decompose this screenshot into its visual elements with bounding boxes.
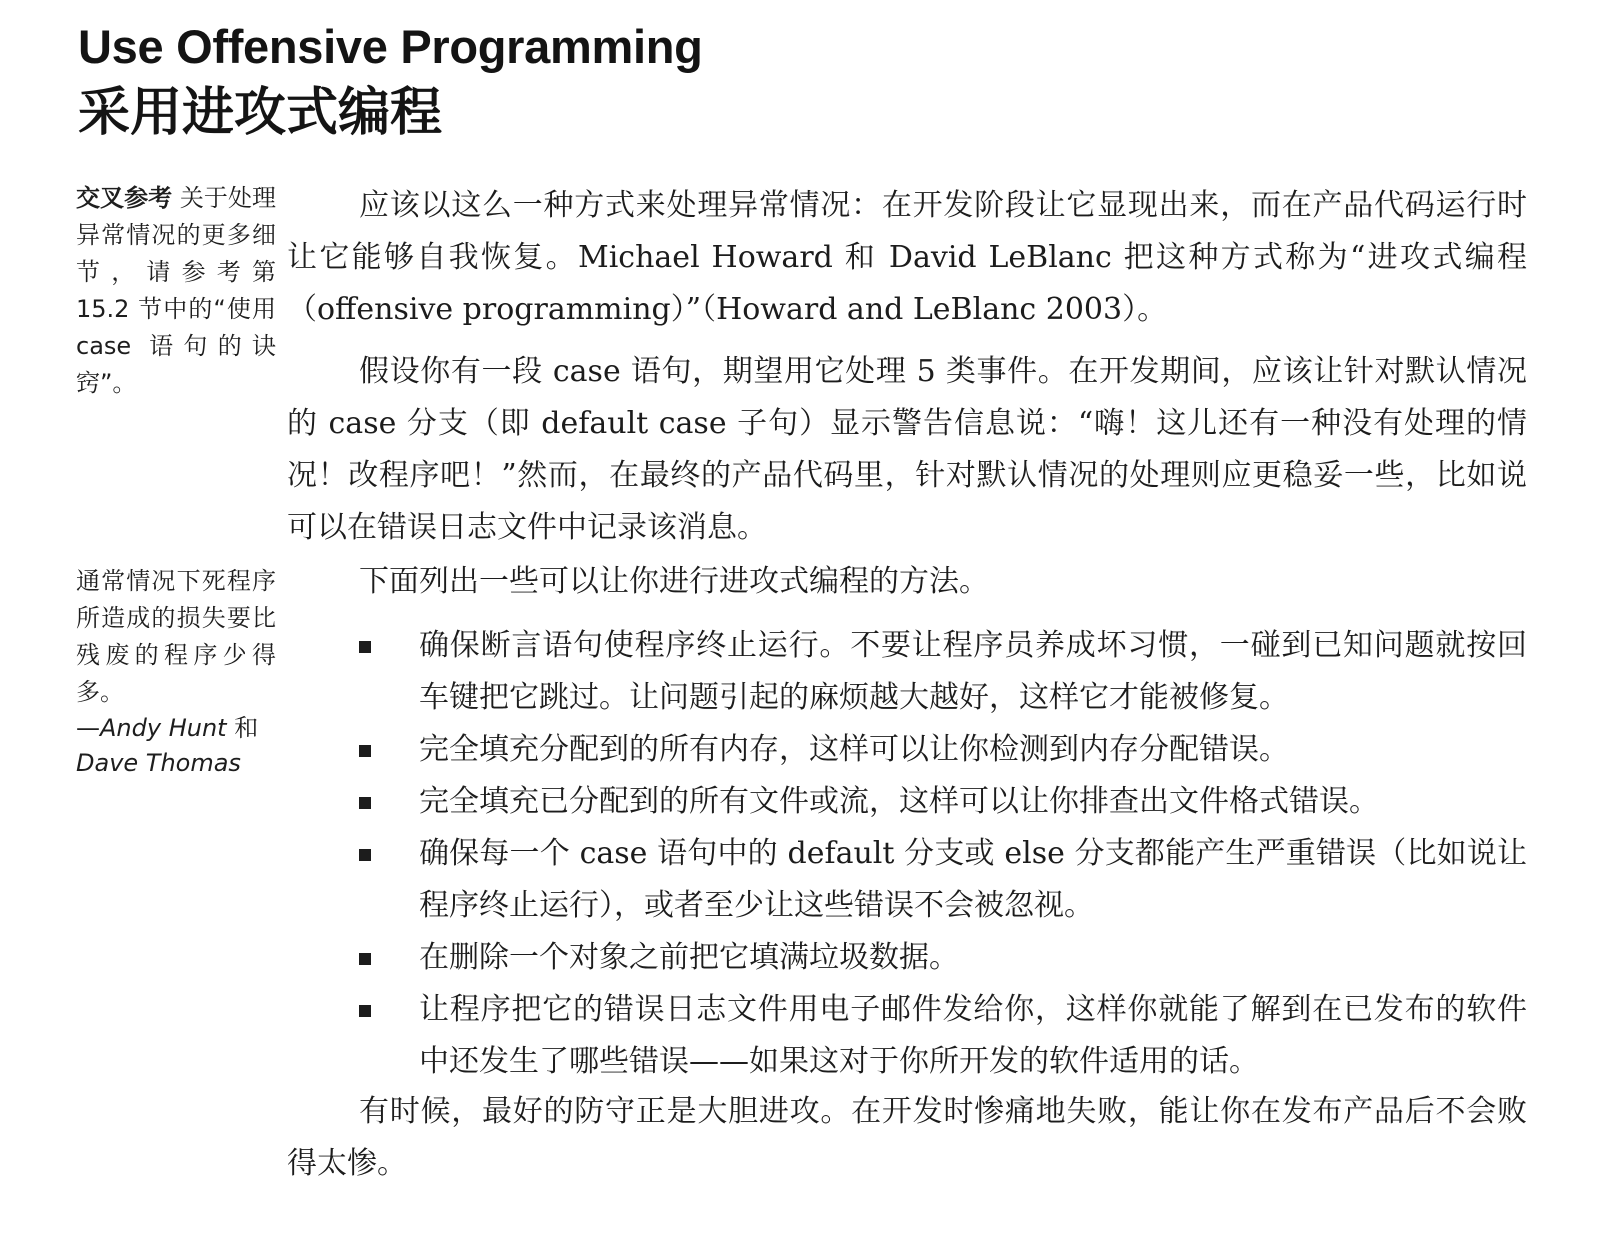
paragraph-intro: 应该以这么一种方式来处理异常情况：在开发阶段让它显现出来，而在产品代码运行时让它能够自我恢复。Michael Howard 和 David LeBlanc 把这种方式称为“进攻式编程（offensive programming）”（Howard and LeBlanc 2003）。 <box>287 188 1527 327</box>
list-item-text: 完全填充已分配到的所有文件或流，这样可以让你排查出文件格式错误。 <box>419 784 1379 819</box>
list-item-text: 让程序把它的错误日志文件用电子邮件发给你，这样你就能了解到在已发布的软件中还发生了哪些错误——如果这对于你所开发的软件适用的话。 <box>419 992 1527 1079</box>
cross-reference-text: 关于处理异常情况的更多细节，请参考第 15.2 节中的“使用 case 语句的诀窍”。 <box>76 184 277 397</box>
attribution-and: 和 <box>234 714 259 742</box>
quote-attribution <box>76 711 276 781</box>
bullet-square-icon <box>359 849 371 861</box>
list-item <box>287 984 1527 1088</box>
list-item-text: 确保断言语句使程序终止运行。不要让程序员养成坏习惯，一碰到已知问题就按回车键把它跳过。让问题引起的麻烦越大越好，这样它才能被修复。 <box>419 628 1527 715</box>
list-item <box>287 932 1527 984</box>
section-title-chinese: 采用进攻式编程 <box>78 83 443 143</box>
bullet-square-icon <box>359 797 371 809</box>
list-item <box>287 620 1527 724</box>
list-item <box>287 828 1527 932</box>
list-item <box>287 724 1527 776</box>
bullet-square-icon <box>359 1005 371 1017</box>
list-item-text: 在删除一个对象之前把它填满垃圾数据。 <box>419 940 959 975</box>
attribution-dash: — <box>76 714 100 742</box>
offensive-techniques-list <box>287 620 1527 1088</box>
list-item-text: 确保每一个 case 语句中的 default 分支或 else 分支都能产生严重错误（比如说让程序终止运行），或者至少让这些错误不会被忽视。 <box>419 836 1527 923</box>
cross-reference-label: 交叉参考 <box>76 184 173 212</box>
bullet-square-icon <box>359 953 371 965</box>
list-item-text: 完全填充分配到的所有内存，这样可以让你检测到内存分配错误。 <box>419 732 1289 767</box>
bullet-square-icon <box>359 641 371 653</box>
sidebar-quote-note <box>76 563 276 781</box>
section-title-english: Use Offensive Programming <box>78 20 703 73</box>
sidebar-cross-reference-note <box>76 180 276 402</box>
author-andy-hunt: Andy Hunt <box>100 714 227 742</box>
paragraph-list-intro: 下面列出一些可以让你进行进攻式编程的方法。 <box>359 564 989 599</box>
list-item <box>287 776 1527 828</box>
paragraph-case-example: 假设你有一段 case 语句，期望用它处理 5 类事件。在开发期间，应该让针对默认情况的 case 分支（即 default case 子句）显示警告信息说：“嗨！这儿还有一种没有处理的情况！改程序吧！”然而，在最终的产品代码里，针对默认情况的处理则应更稳妥一些，比如说可以在错误日志文件中记录该消息。 <box>287 354 1527 545</box>
paragraph-conclusion: 有时候，最好的防守正是大胆进攻。在开发时惨痛地失败，能让你在发布产品后不会败得太惨。 <box>287 1094 1527 1181</box>
sidebar-quote-text: 通常情况下死程序所造成的损失要比残废的程序少得多。 <box>76 567 276 706</box>
author-dave-thomas: Dave Thomas <box>76 749 241 777</box>
bullet-square-icon <box>359 745 371 757</box>
